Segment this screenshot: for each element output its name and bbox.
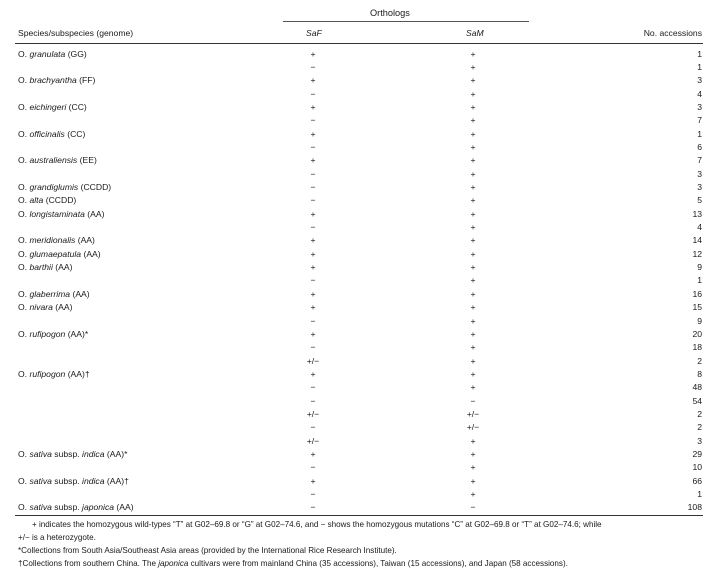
sam-cell: + [470,302,476,313]
species-cell [18,288,90,300]
species-name2: indica [82,475,105,486]
sam-cell: + [470,195,476,206]
saf-column-header: SaF [306,28,322,38]
species-cell [18,154,97,166]
species-suffix: (CC) [64,128,86,139]
species-pre: O. [18,128,30,139]
sam-cell: + [470,141,476,152]
saf-cell: + [310,449,316,459]
accessions-cell: 108 [687,502,702,513]
species-pre: O. [18,502,30,513]
accessions-cell: 2 [697,422,702,433]
table-row [0,48,718,60]
table-row [0,395,718,407]
species-suffix2: (AA) [114,502,134,513]
accessions-cell: 5 [697,195,702,206]
table-row [0,341,718,353]
accessions-cell: 7 [697,115,702,126]
footnote-dagger-italic: japonica [158,559,189,568]
species-suffix: (FF) [76,75,96,86]
table-row [0,168,718,180]
species-column-header: Species/subspecies (genome) [18,28,134,38]
saf-cell: − [310,61,316,72]
footnote-legend: + indicates the homozygous wild-types “T” at G02–69.8 or “G” at G02–74.6, and − shows the homozygous mutations “C” at G02–69.8 or “T” at G02–74.6; while [32,520,602,529]
species-pre: O. [18,48,30,59]
saf-cell: − [310,182,316,192]
table-row [0,114,718,126]
species-name: alta [29,195,44,206]
table-row [0,461,718,473]
accessions-cell: 3 [697,168,702,179]
species-name: australiensis [29,155,78,166]
saf-cell: − [310,88,316,99]
species-cell [18,301,72,313]
sam-cell: + [470,222,476,233]
table-row [0,488,718,500]
sam-cell: + [470,355,476,366]
accessions-cell: 18 [692,342,702,353]
table-row [0,315,718,327]
species-cell [18,194,76,206]
species-suffix: (AA) [70,288,90,299]
sam-cell: + [470,75,476,86]
accessions-cell: 7 [697,155,702,166]
saf-cell: − [310,141,316,152]
sam-cell: + [470,449,476,459]
orthologs-rule [283,21,529,22]
saf-cell: − [310,462,316,473]
saf-cell: + [310,368,316,379]
table-row [0,501,718,513]
sam-cell: + [470,462,476,473]
saf-cell: − [310,502,316,513]
species-suffix: (AA)* [65,328,89,339]
species-cell [18,368,90,380]
species-cell [18,261,72,273]
table-row [0,475,718,487]
species-name: glaberrima [29,288,71,299]
species-cell [18,48,87,60]
table-row [0,261,718,273]
saf-cell: +/− [306,355,320,366]
saf-cell: − [310,382,316,393]
sam-cell: + [470,128,476,139]
table-row [0,381,718,393]
species-suffix: subsp. [51,502,83,513]
saf-cell: − [310,222,316,233]
accessions-cell: 12 [692,248,702,259]
species-name: sativa [29,502,52,513]
saf-cell: + [310,475,316,486]
accessions-cell: 4 [697,222,702,233]
saf-cell: + [310,235,316,246]
saf-cell: + [310,48,316,59]
sam-cell: + [470,315,476,326]
species-cell [18,501,134,513]
species-pre: O. [18,475,30,486]
saf-cell: + [310,101,316,112]
species-suffix: (EE) [77,155,97,166]
footnote-asterisk: *Collections from South Asia/Southeast Asia areas (provided by the International Rice Research Institute). [18,546,397,555]
saf-cell: − [310,315,316,326]
table-row [0,154,718,166]
sam-cell: + [470,342,476,353]
table-row [0,128,718,140]
species-cell [18,74,95,86]
saf-cell: − [310,275,316,286]
saf-cell: + [310,248,316,259]
orthologs-header: Orthologs [370,8,410,18]
saf-cell: + [310,302,316,313]
table-row [0,234,718,246]
saf-cell: − [310,395,316,406]
species-cell [18,448,127,460]
saf-cell: + [310,155,316,166]
species-name2: indica [82,449,105,459]
species-suffix: subsp. [51,449,83,459]
accessions-cell: 9 [697,315,702,326]
species-pre: O. [18,302,30,313]
sam-cell: + [470,288,476,299]
sam-cell: + [470,382,476,393]
saf-cell: + [310,75,316,86]
accessions-cell: 1 [697,128,702,139]
sam-cell: + [470,235,476,246]
table-row [0,328,718,340]
species-name: barthii [29,262,53,273]
species-suffix: (CCDD) [78,182,112,192]
accessions-cell: 20 [692,328,702,339]
accessions-cell: 1 [697,48,702,59]
sam-column-header: SaM [466,28,484,38]
species-suffix: (CC) [66,101,87,112]
species-name: rufipogon [29,328,66,339]
species-suffix: (AA) [75,235,95,246]
accessions-cell: 6 [697,141,702,152]
species-cell [18,101,87,113]
species-pre: O. [18,262,30,273]
saf-cell: + [310,288,316,299]
species-pre: O. [18,368,30,379]
sam-cell: + [470,168,476,179]
accessions-cell: 48 [692,382,702,393]
species-suffix: subsp. [51,475,83,486]
species-suffix2: (AA)† [104,475,129,486]
sam-cell: + [470,248,476,259]
footnote-dagger-pre: †Collections from southern China. The [18,559,159,568]
sam-cell: + [470,48,476,59]
saf-cell: − [310,115,316,126]
sam-cell: + [470,182,476,192]
table-row [0,274,718,286]
accessions-cell: 13 [692,208,702,219]
accessions-cell: 66 [692,475,702,486]
species-name: granulata [29,48,66,59]
species-suffix: (AA)† [65,368,90,379]
saf-cell: + [310,208,316,219]
species-name: grandiglumis [29,182,79,192]
species-name: rufipogon [29,368,66,379]
sam-cell: + [470,208,476,219]
sam-cell: + [470,475,476,486]
species-pre: O. [18,195,30,206]
table-row [0,208,718,220]
saf-cell: + [310,262,316,273]
accessions-cell: 54 [692,395,702,406]
table-row [0,368,718,380]
table-row [0,435,718,447]
species-suffix: (AA) [81,248,101,259]
table-row [0,448,718,460]
table-row [0,101,718,113]
species-suffix: (AA) [84,208,105,219]
sam-cell: + [470,262,476,273]
species-suffix: (AA) [52,302,73,313]
species-name2: japonica [82,502,115,513]
species-cell [18,128,85,140]
footnote-dagger [18,559,568,568]
species-name: brachyantha [29,75,77,86]
table-row [0,74,718,86]
accessions-cell: 3 [697,182,702,192]
accessions-column-header: No. accessions [643,28,702,38]
sam-cell: + [470,328,476,339]
species-pre: O. [18,235,30,246]
sam-cell: + [470,275,476,286]
saf-cell: − [310,342,316,353]
saf-cell: − [310,489,316,500]
table-row [0,288,718,300]
species-pre: O. [18,101,30,112]
table-row [0,421,718,433]
species-cell [18,234,95,246]
sam-cell: + [470,368,476,379]
species-cell [18,475,129,487]
accessions-cell: 10 [692,462,702,473]
saf-cell: − [310,422,316,433]
table-row [0,61,718,73]
footnote-dagger-post: cultivars were from mainland China (35 accessions), Taiwan (15 accessions), and Japan (58 accessions). [188,559,568,568]
saf-cell: +/− [306,435,320,446]
table-row [0,194,718,206]
accessions-cell: 2 [697,408,702,419]
species-suffix2: (AA)* [104,449,128,459]
sam-cell: + [470,489,476,500]
species-pre: O. [18,248,30,259]
sam-cell: + [470,88,476,99]
species-pre: O. [18,328,30,339]
footnote-legend-cont: +/− is a heterozygote. [18,533,96,542]
accessions-cell: 3 [697,75,702,86]
table-row [0,181,718,193]
species-cell [18,181,111,193]
species-pre: O. [18,288,30,299]
species-name: officinalis [29,128,65,139]
accessions-cell: 15 [692,302,702,313]
accessions-cell: 16 [692,288,702,299]
species-cell [18,208,104,220]
species-cell [18,328,88,340]
accessions-cell: 2 [697,355,702,366]
accessions-cell: 3 [697,435,702,446]
accessions-cell: 9 [697,262,702,273]
species-pre: O. [18,182,30,192]
sam-cell: + [470,115,476,126]
species-cell [18,248,101,260]
species-pre: O. [18,208,30,219]
sam-cell: + [470,155,476,166]
accessions-cell: 3 [697,101,702,112]
species-suffix: (AA) [52,262,73,273]
species-pre: O. [18,155,30,166]
table-row [0,355,718,367]
species-pre: O. [18,75,30,86]
saf-cell: + [310,128,316,139]
sam-cell: + [470,61,476,72]
species-name: meridionalis [29,235,76,246]
accessions-cell: 1 [697,275,702,286]
table-row [0,301,718,313]
species-suffix: (GG) [65,48,87,59]
saf-cell: − [310,195,316,206]
species-suffix: (CCDD) [43,195,77,206]
saf-cell: +/− [306,408,320,419]
species-name: sativa [29,475,52,486]
sam-cell: − [470,395,476,406]
accessions-cell: 1 [697,489,702,500]
species-name: sativa [29,449,52,459]
sam-cell: + [470,435,476,446]
header-rule [15,43,703,44]
species-name: glumaepatula [29,248,82,259]
saf-cell: + [310,328,316,339]
species-pre: O. [18,449,30,459]
table-row [0,221,718,233]
sam-cell: +/− [466,408,480,419]
sam-cell: + [470,101,476,112]
table-row [0,141,718,153]
table-bottom-rule [15,515,703,516]
species-name: eichingeri [29,101,67,112]
table-row [0,408,718,420]
species-name: nivara [29,302,53,313]
accessions-cell: 14 [692,235,702,246]
table-row [0,88,718,100]
accessions-cell: 4 [697,88,702,99]
accessions-cell: 1 [697,61,702,72]
sam-cell: − [470,502,476,513]
species-name: longistaminata [29,208,85,219]
saf-cell: − [310,168,316,179]
accessions-cell: 29 [692,449,702,459]
accessions-cell: 8 [697,368,702,379]
table-row [0,248,718,260]
sam-cell: +/− [466,422,480,433]
